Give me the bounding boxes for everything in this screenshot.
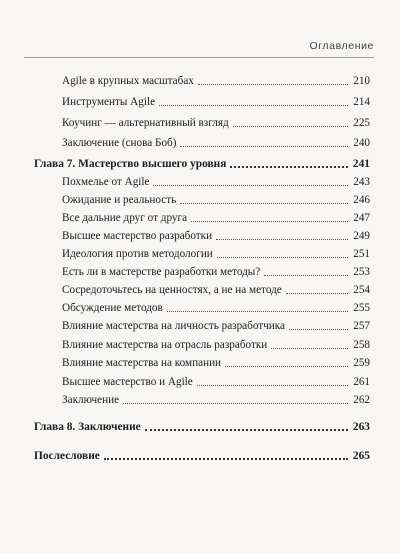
dot-leader — [225, 366, 348, 367]
toc-entry-page: 246 — [353, 194, 370, 206]
toc-entry-page: 249 — [353, 230, 370, 242]
toc-entry-title: Обсуждение методов — [62, 302, 163, 314]
toc-entry-title: Есть ли в мастерстве разработки методы? — [62, 266, 261, 278]
toc-entry-title: Идеология против методологии — [62, 248, 213, 260]
toc-entry — [62, 70, 370, 88]
dot-leader — [159, 105, 348, 106]
toc-entry-title: Все дальние друг от друга — [62, 212, 188, 224]
dot-leader — [198, 84, 348, 85]
dot-leader — [153, 185, 348, 186]
dot-leader — [123, 403, 348, 404]
toc-entry-title: Заключение (снова Боб) — [62, 137, 177, 149]
dot-leader — [145, 429, 348, 431]
toc-entry-page: 253 — [353, 266, 370, 278]
toc-entry-title: Влияние мастерства на компании — [62, 357, 222, 369]
toc-entry-title: Ожидание и реальность — [62, 194, 177, 206]
toc-entry — [62, 171, 370, 189]
toc-entry — [62, 112, 370, 130]
toc-entry-page: 225 — [353, 117, 370, 129]
toc-entry-page: 251 — [353, 248, 370, 260]
toc-entry-page: 247 — [353, 212, 370, 224]
dot-leader — [271, 348, 348, 349]
toc-entry-page: 210 — [353, 75, 370, 87]
running-header: Оглавление — [309, 40, 374, 52]
toc-entry-title: Похмелье от Agile — [62, 176, 150, 188]
toc-entry — [62, 371, 370, 389]
toc-entry — [62, 279, 370, 297]
toc-entry — [62, 334, 370, 352]
toc-entry-page: 240 — [353, 137, 370, 149]
toc-entry-title: Послесловие — [34, 450, 100, 462]
toc-entry-title: Инструменты Agile — [62, 96, 156, 108]
toc-entry — [62, 389, 370, 407]
toc-entry — [62, 352, 370, 370]
dot-leader — [233, 126, 348, 127]
toc-entry-page: 255 — [353, 302, 370, 314]
toc-entry — [62, 207, 370, 225]
toc-chapter-entry — [34, 153, 370, 171]
toc-entry-title: Влияние мастерства на отрасль разработки — [62, 339, 268, 351]
dot-leader — [180, 203, 348, 204]
toc-entry — [62, 315, 370, 333]
toc-entry-title: Высшее мастерство разработки — [62, 230, 213, 242]
toc-entry-title: Влияние мастерства на личность разработчика — [62, 320, 286, 332]
dot-leader — [264, 275, 348, 276]
dot-leader — [104, 458, 348, 460]
toc-entry — [62, 91, 370, 109]
toc-entry-page: 258 — [353, 339, 370, 351]
toc-entry-page: 265 — [352, 450, 370, 462]
toc-entry — [62, 225, 370, 243]
toc-entry-page: 259 — [353, 357, 370, 369]
toc-entry-title: Глава 7. Мастерство высшего уровня — [34, 158, 227, 170]
dot-leader — [289, 329, 348, 330]
toc-entry — [62, 243, 370, 261]
dot-leader — [216, 239, 348, 240]
toc-entry-title: Глава 8. Заключение — [34, 421, 141, 433]
toc-entry-page: 257 — [353, 320, 370, 332]
toc-entry-page: 241 — [352, 158, 370, 170]
dot-leader — [191, 221, 348, 222]
dot-leader — [180, 146, 348, 147]
toc-entry — [62, 261, 370, 279]
toc-entry-page: 214 — [353, 96, 370, 108]
toc-entry — [62, 297, 370, 315]
dot-leader — [286, 293, 348, 294]
toc-entry-page: 243 — [353, 176, 370, 188]
toc-chapter-entry — [34, 416, 370, 434]
dot-leader — [230, 166, 348, 168]
toc-entry-title: Agile в крупных масштабах — [62, 75, 194, 87]
dot-leader — [167, 311, 348, 312]
toc-entry-page: 261 — [353, 376, 370, 388]
toc-entry-title: Заключение — [62, 394, 120, 406]
toc-entry-page: 254 — [353, 284, 370, 296]
dot-leader — [217, 257, 348, 258]
toc-entry — [62, 189, 370, 207]
toc-entry-title: Высшее мастерство и Agile — [62, 376, 193, 388]
toc-chapter-entry — [34, 445, 370, 463]
dot-leader — [197, 385, 348, 386]
toc-entry — [62, 132, 370, 150]
toc-entry-title: Коучинг — альтернативный взгляд — [62, 117, 229, 129]
toc-entry-page: 262 — [353, 394, 370, 406]
toc-entry-page: 263 — [352, 421, 370, 433]
toc-entry-title: Сосредоточьтесь на ценностях, а не на методе — [62, 284, 282, 296]
